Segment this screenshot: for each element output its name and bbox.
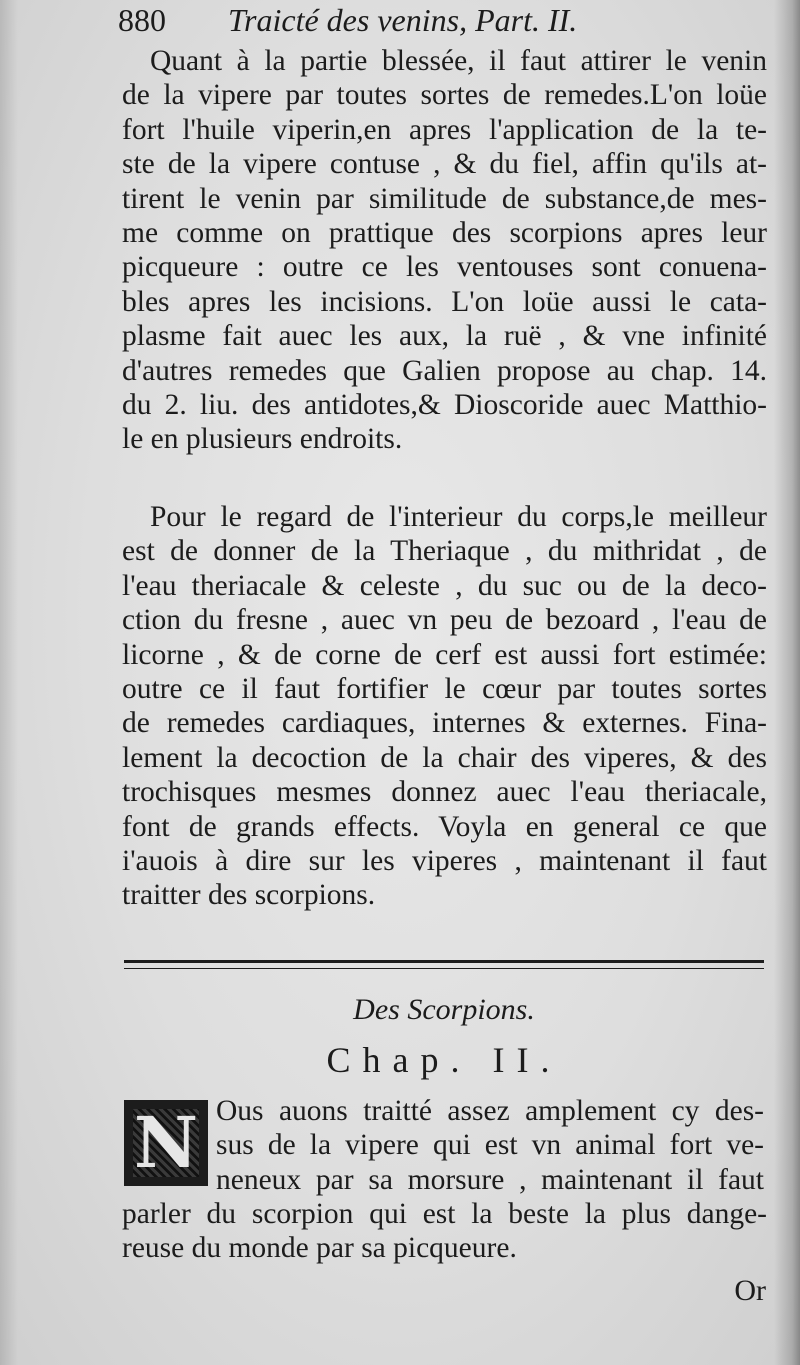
- paragraph-internal-remedies: [122, 500, 767, 913]
- text-line: licorne , & de corne de cerf est aussi fort estimée:: [122, 638, 767, 671]
- text-line: l'eau theriacale & celeste , du suc ou de la deco-: [122, 569, 767, 602]
- paragraph-scorpions-intro: [122, 1197, 767, 1266]
- text-line: ste de la vipere contuse , & du fiel, affin qu'ils at-: [122, 148, 767, 181]
- text-line: Quant à la partie blessée, il faut attirer le venin: [150, 45, 767, 77]
- text-line: fort l'huile viperin,en apres l'application de la te-: [122, 113, 767, 146]
- page-gutter-shadow: [0, 0, 18, 1365]
- text-line: est de donner de la Theriaque , du mithridat , de: [122, 535, 767, 568]
- text-line: Ous auons traitté assez amplement cy des-: [216, 1095, 764, 1127]
- paragraph-wound-treatment: [122, 44, 767, 457]
- text-line: lement la decoction de la chair des viperes, & des: [122, 741, 767, 774]
- paragraph-scorpions-intro-dropcap: [216, 1094, 764, 1197]
- text-line: d'autres remedes que Galien propose au chap. 14.: [122, 354, 767, 387]
- text-line: parler du scorpion qui est la beste la plus dange-: [122, 1198, 767, 1230]
- text-line: le en plusieurs endroits.: [122, 423, 403, 456]
- text-line: neneux par sa morsure , maintenant il faut: [216, 1163, 764, 1196]
- text-line: de la vipere par toutes sortes de remedes.L'on loüe: [122, 79, 767, 112]
- text-line: sus de la vipere qui est vn animal fort ve-: [216, 1129, 764, 1162]
- text-line: i'auois à dire sur les viperes , maintenant il faut: [122, 845, 767, 878]
- text-line: me comme on prattique des scorpions apres leur: [122, 217, 767, 250]
- section-rule-bottom: [124, 968, 764, 969]
- text-line: du 2. liu. des antidotes,& Dioscoride auec Matthio-: [122, 389, 767, 422]
- text-line: reuse du monde par sa picqueure.: [122, 1232, 517, 1265]
- text-line: font de grands effects. Voyla en general ce que: [122, 810, 767, 843]
- page-edge-shadow: [774, 0, 800, 1365]
- text-line: ction du fresne , auec vn peu de bezoard , l'eau de: [122, 604, 767, 637]
- drop-cap-letter: N: [134, 1101, 198, 1184]
- chapter-heading: Chap. II.: [326, 1040, 562, 1080]
- text-line: tirent le venin par similitude de substance,de mes-: [122, 182, 767, 215]
- text-line: de remedes cardiaques, internes & externes. Fina-: [122, 707, 767, 740]
- text-line: picqueure : outre ce les ventouses sont conuena-: [122, 251, 767, 284]
- text-line: traitter des scorpions.: [122, 879, 376, 912]
- running-head: [118, 0, 758, 40]
- text-line: outre ce il faut fortifier le cœur par toutes sortes: [122, 673, 767, 706]
- text-line: bles apres les incisions. L'on loüe aussi le cata-: [122, 285, 767, 318]
- page-number: 880: [118, 2, 166, 38]
- text-line: plasme fait auec les aux, la ruë , & vne infinité: [122, 320, 767, 353]
- text-line: trochisques mesmes donnez auec l'eau theriacale,: [122, 776, 767, 809]
- section-rule-top: [124, 960, 764, 963]
- catchword: Or: [734, 1274, 766, 1307]
- running-title: Traicté des venins, Part. II.: [228, 2, 578, 38]
- section-title: Des Scorpions.: [353, 993, 535, 1026]
- ornamental-drop-cap: [124, 1100, 208, 1186]
- text-line: Pour le regard de l'interieur du corps,le meilleur: [150, 501, 767, 533]
